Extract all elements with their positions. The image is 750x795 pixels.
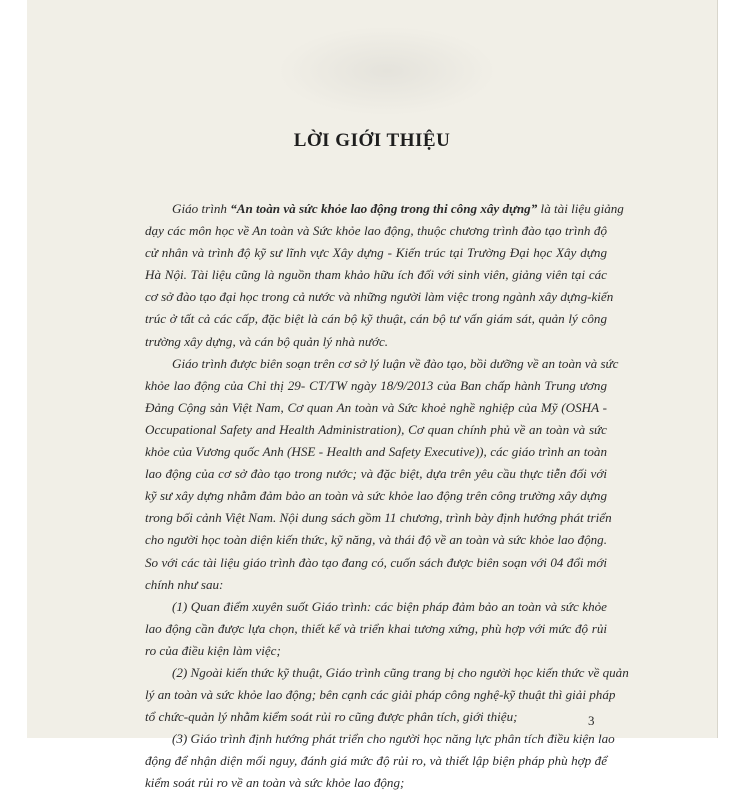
list-item-line: lao động cần được lựa chọn, thiết kế và triển khai tương xứng, phù hợp với mức độ rủi [145,620,607,636]
text-line: dạy các môn học về An toàn và Sức khỏe lao động, thuộc chương trình đào tạo trình độ [145,223,607,239]
text-line: cho người học toàn diện kiến thức, kỹ năng, và thái độ về an toàn và sức khỏe lao động. [145,532,607,548]
show-through-shadow [277,26,497,116]
list-item-line: (2) Ngoài kiến thức kỹ thuật, Giáo trình cũng trang bị cho người học kiến thức về quản [172,664,629,680]
text-line: trúc ở tất cả các cấp, đặc biệt là cán bộ kỹ thuật, cán bộ tư vấn giám sát, quản lý công [145,311,607,327]
text-line: khỏe lao động của Chỉ thị 29- CT/TW ngày 18/9/2013 của Ban chấp hành Trung ương [145,377,607,393]
page-number: 3 [588,713,595,728]
list-item-line: lý an toàn và sức khỏe lao động; bên cạnh các giải pháp công nghệ-kỹ thuật thì giải pháp [145,687,616,703]
text-line: lao động của cơ sở đào tạo trong nước; và đặc biệt, dựa trên yêu cầu thực tiễn đối với [145,466,607,482]
text-line: Giáo trình “An toàn và sức khỏe lao động trong thi công xây dựng” là tài liệu giảng [172,201,624,216]
list-item-line: tổ chức-quản lý nhằm kiểm soát rủi ro cũng được phân tích, giới thiệu; [145,709,518,725]
text-line: Đảng Cộng sản Việt Nam, Cơ quan An toàn và Sức khoẻ nghề nghiệp của Mỹ (OSHA - [145,399,607,415]
text-line: Occupational Safety and Health Administration), Cơ quan chính phủ về an toàn và sức [145,421,607,437]
list-item-line: (1) Quan điểm xuyên suốt Giáo trình: các biện pháp đảm bảo an toàn và sức khỏe [172,598,607,614]
text-line: So với các tài liệu giáo trình đào tạo đang có, cuốn sách được biên soạn với 04 đổi mới [145,554,607,570]
text-line: cơ sở đào tạo đại học trong cả nước và những người làm việc trong ngành xây dựng-kiến [145,289,614,305]
text-line: Hà Nội. Tài liệu cũng là nguồn tham khảo hữu ích đối với sinh viên, giảng viên tại các [145,267,607,283]
page-body [145,198,629,795]
list-item-line: kiểm soát rủi ro về an toàn và sức khỏe lao động; [145,775,405,791]
text-line: Giáo trình được biên soạn trên cơ sở lý luận về đào tạo, bồi dưỡng về an toàn và sức [172,355,619,371]
text-line: trường xây dựng, và cán bộ quản lý nhà nước. [145,333,389,349]
text-line: chính như sau: [145,576,224,592]
book-title-emphasis: “An toàn và sức khỏe lao động trong thi công xây dựng” [230,201,538,216]
list-item-line: (3) Giáo trình định hướng phát triển cho người học năng lực phân tích điều kiện lao [172,731,615,747]
text-line: kỹ sư xây dựng nhằm đảm bảo an toàn và sức khỏe lao động trên công trường xây dựng [145,488,607,504]
book-page [27,0,717,791]
list-item-line: ro của điều kiện làm việc; [145,642,281,658]
text-line: trong bối cảnh Việt Nam. Nội dung sách gồm 11 chương, trình bày định hướng phát triển [145,510,612,526]
text-line: cử nhân và trình độ kỹ sư lĩnh vực Xây dựng - Kiến trúc tại Trường Đại học Xây dựng [145,245,607,261]
page-title: LỜI GIỚI THIỆU [293,130,451,151]
text-line: khỏe của Vương quốc Anh (HSE - Health and Safety Executive)), các giáo trình an toàn [145,444,607,460]
list-item-line: động để nhận diện mối nguy, đánh giá mức độ rủi ro, và thiết lập biện pháp phù hợp để [145,753,607,769]
